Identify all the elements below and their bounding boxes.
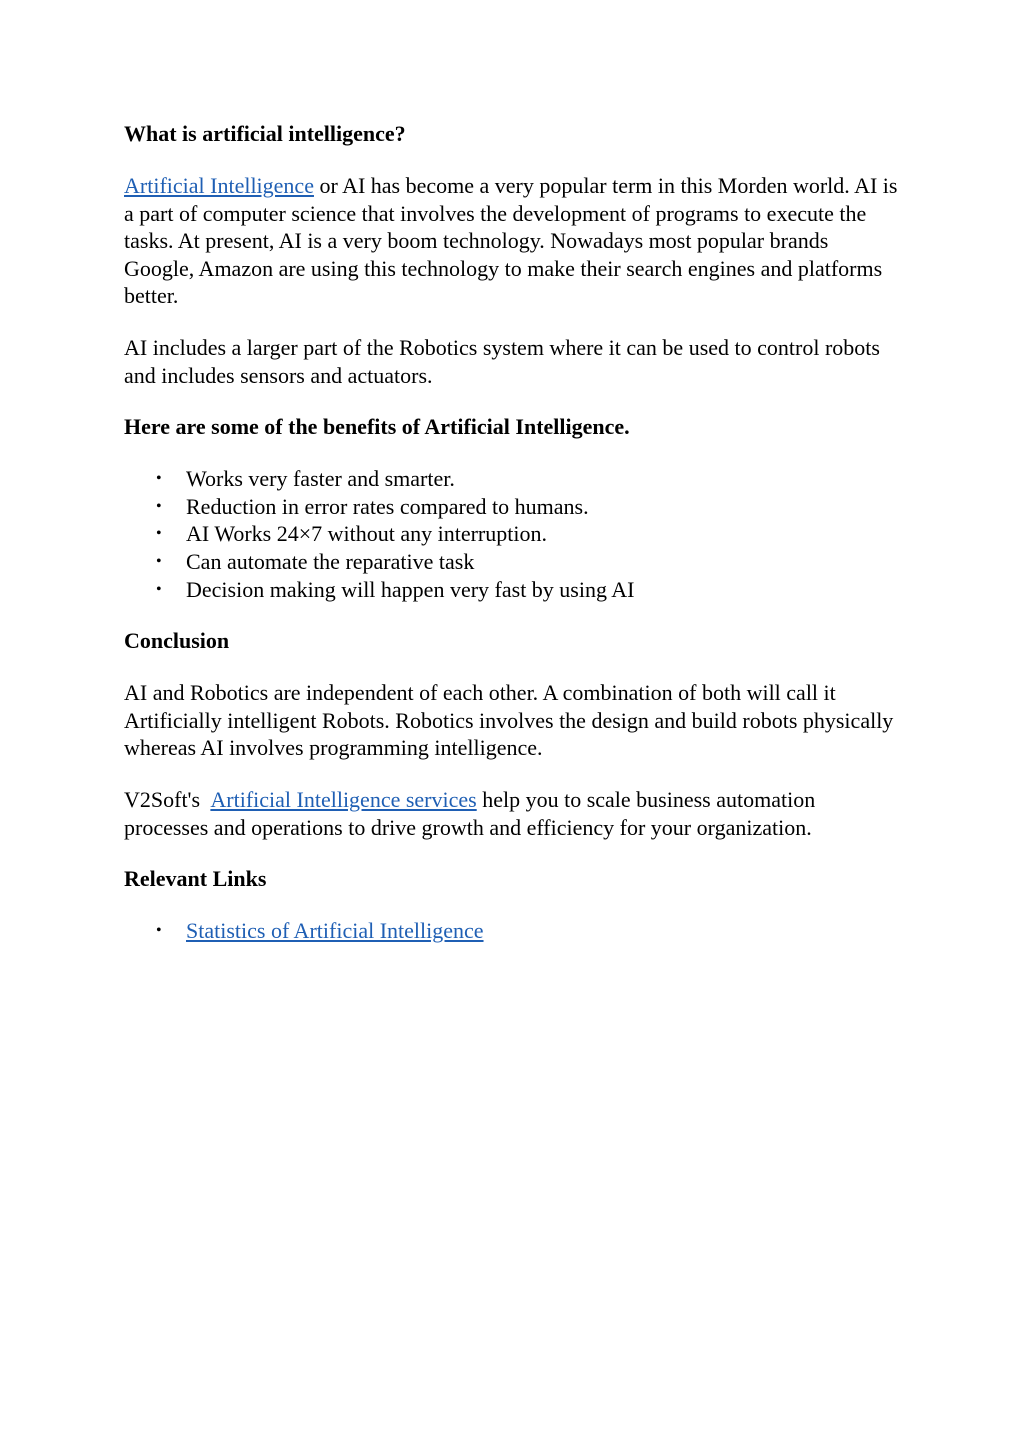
artificial-intelligence-link[interactable]: Artificial Intelligence bbox=[124, 173, 314, 198]
document-page bbox=[124, 120, 899, 969]
robotics-paragraph: AI includes a larger part of the Robotics system where it can be used to control robots and includes sensors and actuators. bbox=[124, 334, 880, 388]
list-item bbox=[124, 465, 899, 493]
ai-services-link[interactable]: Artificial Intelligence services bbox=[210, 786, 477, 812]
services-paragraph bbox=[124, 786, 899, 841]
list-item-text: AI Works 24×7 without any interruption. bbox=[186, 521, 547, 547]
list-item bbox=[124, 493, 899, 521]
list-item bbox=[124, 520, 899, 548]
list-item-text: Reduction in error rates compared to humans. bbox=[186, 493, 589, 519]
bullet-icon: • bbox=[156, 552, 162, 570]
section-heading-what-is-ai: What is artificial intelligence? bbox=[124, 121, 406, 146]
relevant-links-heading: Relevant Links bbox=[124, 866, 267, 892]
bullet-icon: • bbox=[156, 922, 162, 940]
list-item bbox=[124, 917, 899, 945]
intro-paragraph bbox=[124, 172, 899, 310]
conclusion-heading: Conclusion bbox=[124, 628, 230, 654]
intro-text: or AI has become a very popular term in this Morden world. AI is a part of computer science that involves the development of programs to execute the tasks. At present, AI is a very boom technology. Nowadays most popular brands Google, Amazon are using this technology to make their search engines and platforms better. bbox=[124, 173, 898, 309]
services-suffix: help you to scale business automation processes and operations to drive growth and efficiency for your organization. bbox=[124, 786, 816, 840]
list-item bbox=[124, 576, 899, 604]
bullet-icon: • bbox=[156, 525, 162, 543]
bullet-icon: • bbox=[156, 470, 162, 488]
bullet-icon: • bbox=[156, 497, 162, 515]
list-item-text: Works very faster and smarter. bbox=[186, 466, 455, 492]
list-item-text: Can automate the reparative task bbox=[186, 548, 475, 574]
list-item bbox=[124, 548, 899, 576]
relevant-links-list bbox=[124, 917, 899, 945]
list-item-text: Decision making will happen very fast by using AI bbox=[186, 576, 635, 602]
statistics-link[interactable]: Statistics of Artificial Intelligence bbox=[186, 918, 484, 944]
bullet-icon: • bbox=[156, 580, 162, 598]
conclusion-paragraph: AI and Robotics are independent of each other. A combination of both will call it Artificially intelligent Robots. Robotics involves the design and build robots physically whereas AI involves programming intelligence. bbox=[124, 680, 894, 761]
services-prefix: V2Soft's bbox=[124, 786, 201, 812]
benefits-heading: Here are some of the benefits of Artificial Intelligence. bbox=[124, 414, 630, 440]
benefits-list bbox=[124, 465, 899, 603]
